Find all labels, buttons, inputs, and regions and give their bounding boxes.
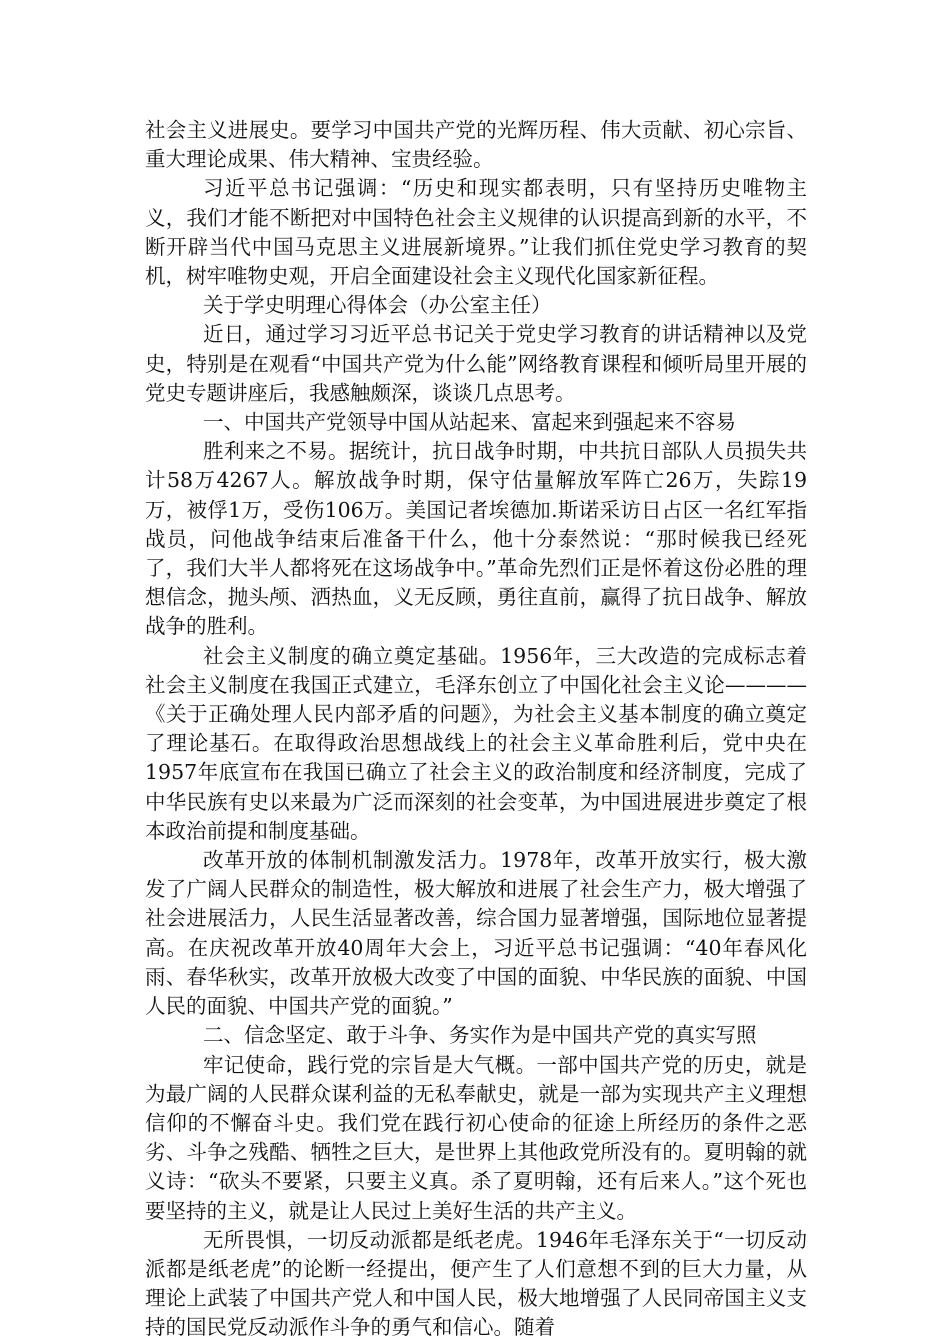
paragraph-socialist-system: 社会主义制度的确立奠定基础。1956年，三大改造的完成标志着社会主义制度在我国正式建立，毛泽东创立了中国化社会主义论————《关于正确处理人民内部矛盾的问题》，为社会主义基本制度的确立奠定了理论基石。在取得政治思想战线上的社会主义革命胜利后，党中央在1957年底宣布在我国已确立了社会主义的政治制度和经济制度，完成了中华民族有史以来最为广泛而深刻的社会变革，为中国进展进步奠定了根本政治前提和制度基础。 xyxy=(145,643,807,843)
paragraph-2: 习近平总书记强调：“历史和现实都表明，只有坚持历史唯物主义，我们才能不断把对中国特色社会主义规律的认识提高到新的水平，不断开辟当代中国马克思主义进展新境界。”让我们抓住党史学习教育的契机，树牢唯物史观，开启全面建设社会主义现代化国家新征程。 xyxy=(145,176,807,289)
section-heading-1: 一、中国共产党领导中国从站起来、富起来到强起来不容易 xyxy=(203,410,736,435)
paragraph-intro: 近日，通过学习习近平总书记关于党史学习教育的讲话精神以及党史，特别是在观看“中国共产党为什么能”网络教育课程和倾听局里开展的党史专题讲座后，我感触颇深，谈谈几点思考。 xyxy=(145,322,807,405)
paragraph-mission: 牢记使命，践行党的宗旨是大气概。一部中国共产党的历史，就是为最广阔的人民群众谋利益的无私奉献史，就是一部为实现共产主义理想信仰的不懈奋斗史。我们党在践行初心使命的征途上所经历的条件之恶劣、斗争之残酷、牺牲之巨大，是世界上其他政党所没有的。夏明翰的就义诗：“砍头不要紧，只要主义真。杀了夏明翰，还有后来人。”这个死也要坚持的主义，就是让人民过上美好生活的共产主义。 xyxy=(145,1052,807,1223)
section-heading-2: 二、信念坚定、敢于斗争、务实作为是中国共产党的真实写照 xyxy=(203,1023,757,1048)
paragraph-reform: 改革开放的体制机制激发活力。1978年，改革开放实行，极大激发了广阔人民群众的制造性，极大解放和进展了社会生产力，极大增强了社会进展活力，人民生活显著改善，综合国力显著增强，国际地位显著提高。在庆祝改革开放40周年大会上，习近平总书记强调：“40年春风化雨、春华秋实，改革开放极大改变了中国的面貌、中华民族的面貌、中国人民的面貌、中国共产党的面貌。” xyxy=(145,848,807,1019)
paragraph-1: 社会主义进展史。要学习中国共产党的光辉历程、伟大贡献、初心宗旨、重大理论成果、伟大精神、宝贵经验。 xyxy=(145,118,807,172)
article-title: 关于学史明理心得体会（办公室主任） xyxy=(203,293,552,318)
paragraph-paper-tiger: 无所畏惧，一切反动派都是纸老虎。1946年毛泽东关于“一切反动派都是纸老虎”的论断一经提出，便产生了人们意想不到的巨大力量，从理论上武装了中国共产党人和中国人民，极大地增强了人民同帝国主义支持的国民党反动派作斗争的勇气和信心。随着 xyxy=(145,1227,807,1340)
document-page xyxy=(145,116,807,1343)
paragraph-victory: 胜利来之不易。据统计，抗日战争时期，中共抗日部队人员损失共计58万4267人。解放战争时期，保守估量解放军阵亡26万，失踪19万，被俘1万，受伤106万。美国记者埃德加.斯诺采访日占区一名红军指战员，问他战争结束后准备干什么，他十分泰然说：“那时候我已经死了，我们大半人都将死在这场战争中。”革命先烈们正是怀着这份必胜的理想信念，抛头颅、洒热血，义无反顾，勇往直前，赢得了抗日战争、解放战争的胜利。 xyxy=(145,439,807,639)
